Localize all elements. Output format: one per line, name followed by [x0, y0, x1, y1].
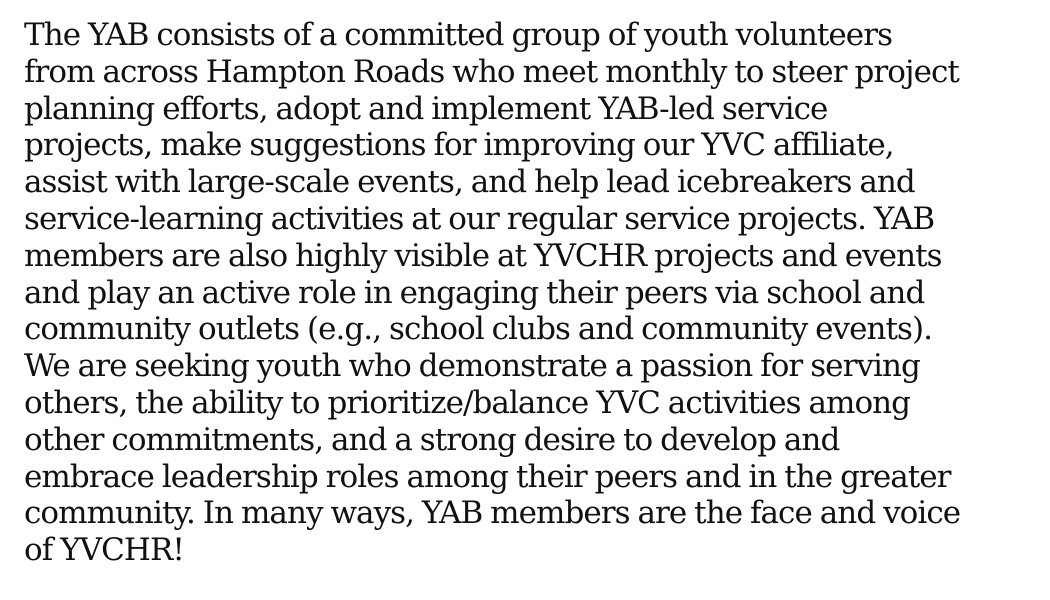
- paragraph-line: members are also highly visible at YVCHR projects and events: [24, 237, 942, 274]
- paragraph-line: other commitments, and a strong desire to develop and: [24, 421, 840, 458]
- paragraph-line: We are seeking youth who demonstrate a passion for serving: [24, 348, 920, 385]
- paragraph-line: and play an active role in engaging their peers via school and: [24, 274, 925, 311]
- paragraph-line: projects, make suggestions for improving our YVC affiliate,: [24, 127, 894, 164]
- paragraph-line: community outlets (e.g., school clubs and community events).: [24, 311, 933, 348]
- paragraph-line: service-learning activities at our regular service projects. YAB: [24, 200, 935, 237]
- paragraph-line: The YAB consists of a committed group of youth volunteers: [24, 17, 893, 53]
- paragraph-line: from across Hampton Roads who meet monthly to steer project: [24, 53, 959, 90]
- paragraph-line: community. In many ways, YAB members are the face and voice: [24, 495, 961, 532]
- paragraph-line: embrace leadership roles among their peers and in the greater: [24, 458, 951, 495]
- paragraph-line: others, the ability to prioritize/balance YVC activities among: [24, 384, 911, 421]
- body-paragraph: [24, 17, 1044, 569]
- paragraph-line: assist with large-scale events, and help lead icebreakers and: [24, 164, 915, 201]
- paragraph-line: of YVCHR!: [24, 532, 184, 569]
- paragraph-line: planning efforts, adopt and implement YAB-led service: [24, 90, 828, 127]
